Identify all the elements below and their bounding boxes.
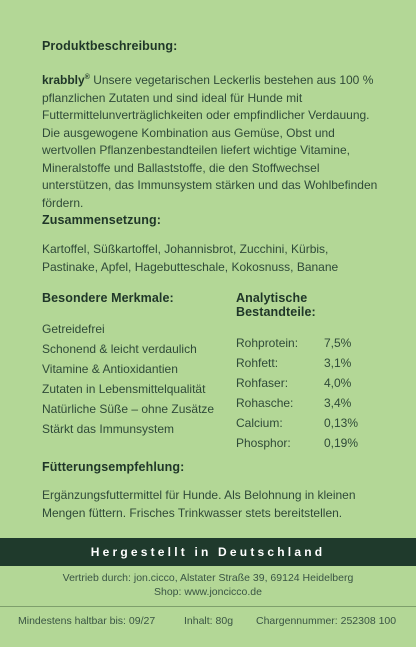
feeding-text: Ergänzungsfuttermittel für Hunde. Als Belohnung in kleinen Mengen füttern. Frisches Trinkwasser stets bereitstellen. [42, 488, 356, 520]
distribution-info [0, 571, 416, 599]
features-heading: Besondere Merkmale: [42, 291, 174, 305]
footer-divider [0, 606, 416, 607]
composition-section [42, 213, 380, 276]
product-description-heading: Produktbeschreibung: [42, 39, 178, 53]
distribution-address: Vertrieb durch: jon.cicco, Alstater Straße 39, 69124 Heidelberg [62, 572, 354, 584]
analytics-row [236, 333, 386, 353]
analytics-label: Rohfett: [236, 356, 279, 370]
product-description-text [42, 69, 380, 212]
analytics-row [236, 353, 386, 373]
product-description-section [42, 39, 380, 212]
product-description-body: Unsere vegetarischen Leckerlis bestehen aus 100 % pflanzlichen Zutaten und sind ideal für Hunde mit Futtermittelunverträglichkeiten oder empfindlicher Verdauung. Die ausgewogene Kombination aus Gemüse, Obst und wertvollen Pflanzenbestandteilen liefert wichtige Vitamine, Mineralstoffe und Ballaststoffe, die den Stoffwechsel unterstützen, das Immunsystem stärken und das Wohlbefinden fördern. [42, 73, 378, 210]
feeding-heading: Fütterungsempfehlung: [42, 460, 185, 474]
composition-heading: Zusammensetzung: [42, 213, 161, 227]
distribution-shop: Shop: www.joncicco.de [154, 586, 262, 598]
composition-text: Kartoffel, Süßkartoffel, Johannisbrot, Zucchini, Kürbis, Pastinake, Apfel, Hagebutteschale, Kokosnuss, Banane [42, 242, 339, 274]
analytics-value: 7,5% [324, 336, 352, 350]
feature-item: Schonend & leicht verdaulich [42, 342, 197, 356]
brand-name: krabbly® [42, 73, 90, 87]
analytics-row [236, 393, 386, 413]
feature-item: Natürliche Süße – ohne Zusätze [42, 402, 215, 416]
analytics-label: Rohfaser: [236, 376, 289, 390]
analytics-section [236, 291, 386, 453]
analytics-value: 4,0% [324, 376, 352, 390]
analytics-heading: Analytische Bestandteile: [236, 291, 316, 319]
features-section [42, 291, 232, 439]
registered-mark: ® [84, 74, 90, 81]
analytics-value: 0,19% [324, 436, 359, 450]
analytics-table [236, 333, 386, 453]
feature-item: Stärkt das Immunsystem [42, 422, 175, 436]
analytics-value: 0,13% [324, 416, 359, 430]
features-list [42, 319, 232, 439]
analytics-label: Calcium: [236, 416, 283, 430]
analytics-row [236, 413, 386, 433]
made-in-germany-banner: Hergestellt in Deutschland [0, 538, 416, 566]
feeding-section [42, 460, 380, 522]
feature-item: Getreidefrei [42, 322, 105, 336]
net-content: Inhalt: 80g [184, 615, 234, 627]
feature-item: Vitamine & Antioxidantien [42, 362, 178, 376]
batch-number: Chargennummer: 252308 100 [256, 615, 397, 627]
analytics-label: Rohasche: [236, 396, 294, 410]
analytics-row [236, 373, 386, 393]
analytics-row [236, 433, 386, 453]
analytics-value: 3,1% [324, 356, 352, 370]
best-before-date: Mindestens haltbar bis: 09/27 [18, 615, 156, 627]
analytics-label: Rohprotein: [236, 336, 299, 350]
analytics-label: Phosphor: [236, 436, 291, 450]
analytics-value: 3,4% [324, 396, 352, 410]
feature-item: Zutaten in Lebensmittelqualität [42, 382, 206, 396]
